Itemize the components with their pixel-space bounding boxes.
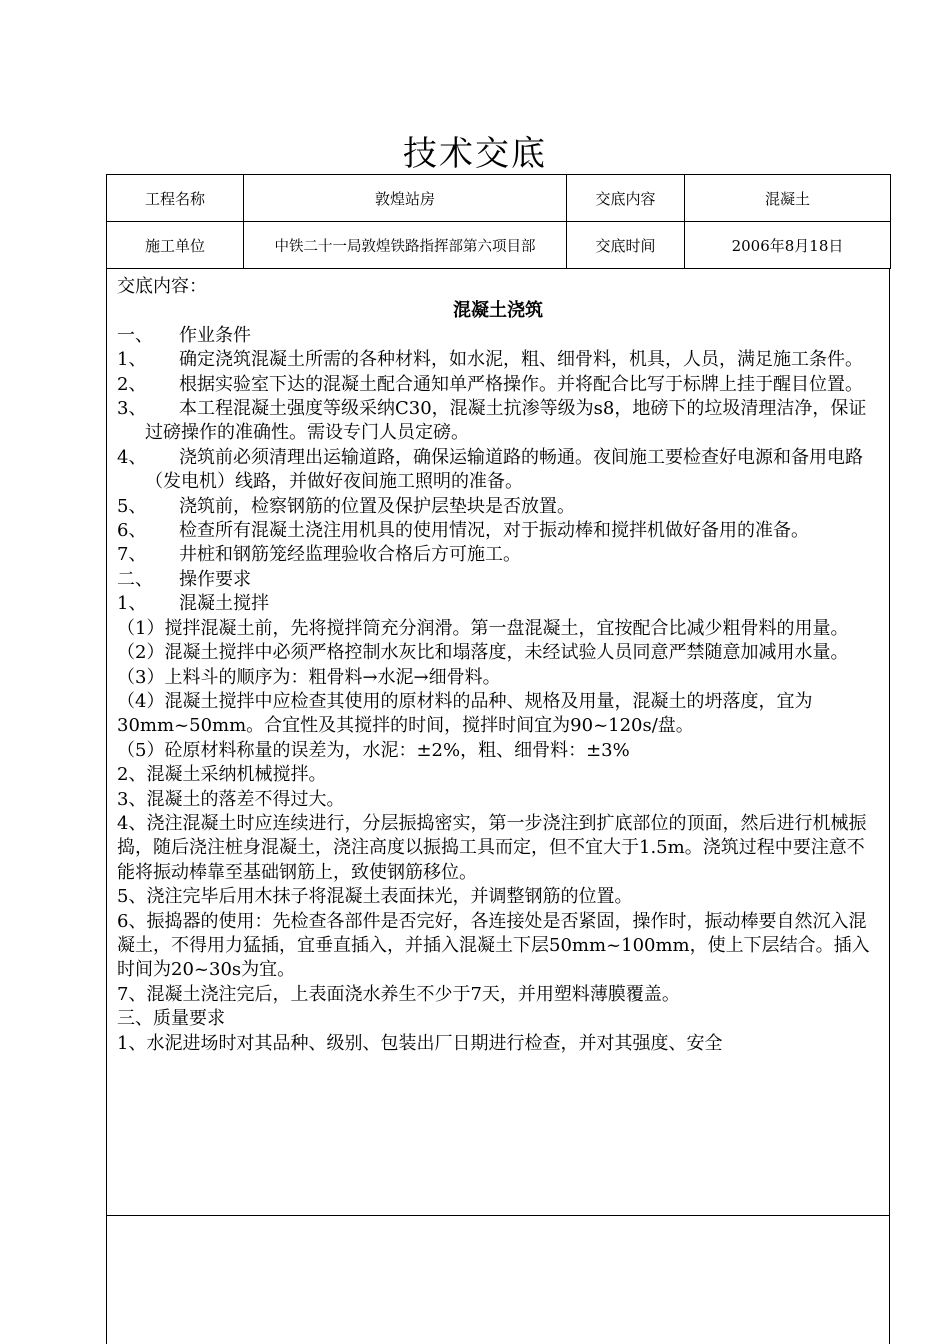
label-construction-unit: 施工单位 xyxy=(107,222,244,269)
list-item: 7、 井桩和钢筋笼经监理验收合格后方可施工。 xyxy=(117,544,521,566)
paragraph: 6、振捣器的使用：先检查各部件是否完好，各连接处是否紧固，操作时，振动棒要自然沉入混凝土，不得用力猛插，宜垂直插入，并插入混凝土下层50mm~100mm，使上下层结合。插入时间为20~30s为宜。 xyxy=(117,910,870,981)
list-item: 1、 混凝土搅拌 xyxy=(117,593,269,615)
info-row-project xyxy=(107,175,891,222)
section-heading: 混凝土浇筑 xyxy=(453,300,543,322)
label-briefing-time: 交底时间 xyxy=(567,222,685,269)
paragraph: 4、浇注混凝土时应连续进行，分层振捣密实，第一步浇注到扩底部位的顶面，然后进行机械振捣，随后浇注桩身混凝土，浇注高度以振捣工具而定，但不宜大于1.5m。浇筑过程中要注意不能将振动棒靠至基础钢筋上，致使钢筋移位。 xyxy=(117,812,867,883)
paragraph: （3）上料斗的顺序为：粗骨料→水泥→细骨料。 xyxy=(117,666,501,688)
value-project-name: 敦煌站房 xyxy=(244,175,567,222)
content-box xyxy=(106,268,890,1344)
value-briefing-content: 混凝土 xyxy=(685,175,891,222)
paragraph: 三、质量要求 xyxy=(117,1008,225,1030)
content-body xyxy=(107,269,889,1056)
list-item: 5、 浇筑前，检察钢筋的位置及保护层垫块是否放置。 xyxy=(117,495,575,517)
info-row-unit xyxy=(107,222,891,269)
label-project-name: 工程名称 xyxy=(107,175,244,222)
list-item: 1、 确定浇筑混凝土所需的各种材料，如水泥，粗、细骨料，机具，人员，满足施工条件。 xyxy=(117,349,863,371)
list-item: 3、 本工程混凝土强度等级采纳C30，混凝土抗渗等级为s8，地磅下的垃圾清理洁净，保证过磅操作的准确性。需设专门人员定磅。 xyxy=(117,398,867,444)
paragraph: 5、浇注完毕后用木抹子将混凝土表面抹光，并调整钢筋的位置。 xyxy=(117,886,633,908)
paragraph: （4）混凝土搅拌中应检查其使用的原材料的品种、规格及用量，混凝土的坍落度，宜为30mm~50mm。合宜性及其搅拌的时间，搅拌时间宜为90~120s/盘。 xyxy=(117,690,813,737)
value-construction-unit: 中铁二十一局敦煌铁路指挥部第六项目部 xyxy=(244,222,567,269)
list-item: 6、 检查所有混凝土浇注用机具的使用情况，对于振动棒和搅拌机做好备用的准备。 xyxy=(117,520,809,542)
paragraph: （1）搅拌混凝土前，先将搅拌筒充分润滑。第一盘混凝土，宜按配合比减少粗骨料的用量。 xyxy=(117,617,849,639)
list-item: 一、 作业条件 xyxy=(117,324,251,346)
list-item: 二、 操作要求 xyxy=(117,568,251,590)
paragraph: （2）混凝土搅拌中必须严格控制水灰比和塌落度，未经试验人员同意严禁随意加减用水量。 xyxy=(117,642,849,664)
document-title: 技术交底 xyxy=(403,134,547,174)
content-intro: 交底内容： xyxy=(117,276,207,297)
table-bottom-border xyxy=(106,1215,890,1216)
label-briefing-content: 交底内容 xyxy=(567,175,685,222)
paragraph: （5）砼原材料称量的误差为，水泥：±2%，粗、细骨料：±3% xyxy=(117,739,630,761)
info-table xyxy=(106,174,891,269)
value-briefing-time: 2006年8月18日 xyxy=(685,222,891,269)
list-item: 4、 浇筑前必须清理出运输道路，确保运输道路的畅通。夜间施工要检查好电源和备用电路（发电机）线路，并做好夜间施工照明的准备。 xyxy=(117,446,863,493)
paragraph: 2、混凝土采纳机械搅拌。 xyxy=(117,764,327,786)
list-item: 2、 根据实验室下达的混凝土配合通知单严格操作。并将配合比写于标牌上挂于醒目位置。 xyxy=(117,373,863,395)
paragraph: 7、混凝土浇注完后，上表面浇水养生不少于7天，并用塑料薄膜覆盖。 xyxy=(117,983,680,1005)
paragraph: 1、水泥进场时对其品种、级别、包装出厂日期进行检查，并对其强度、安全 xyxy=(117,1032,723,1054)
paragraph: 3、混凝土的落差不得过大。 xyxy=(117,788,345,810)
